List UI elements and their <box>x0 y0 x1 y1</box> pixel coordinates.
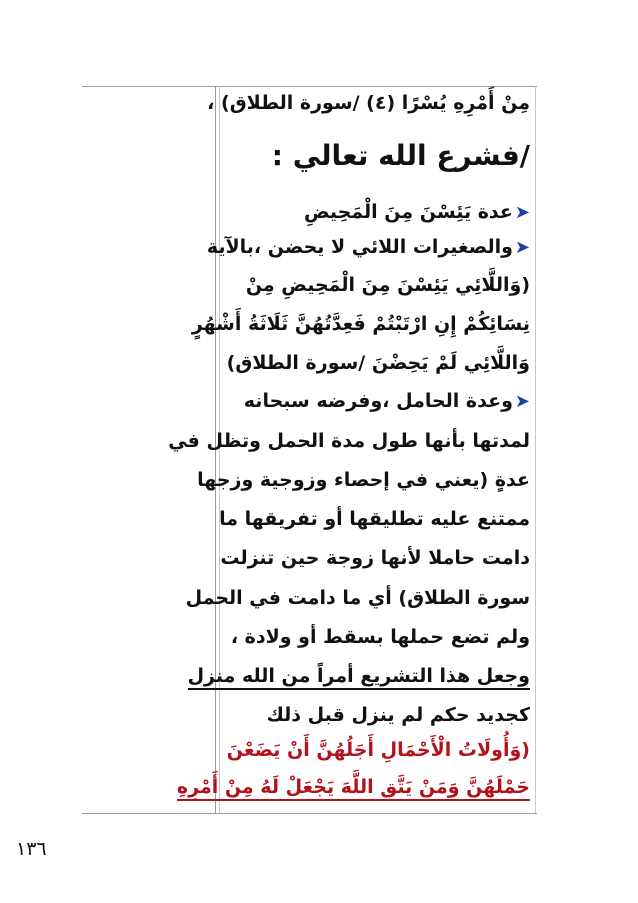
text-line-7 <box>224 354 530 373</box>
text-line-14 <box>224 628 530 647</box>
line-text: وجعل هذا التشريع أمراً من الله منزل <box>188 665 530 690</box>
text-line-4 <box>206 236 530 258</box>
line-text: وعدة الحامل ،وفرضه سبحانه <box>243 390 513 412</box>
section-heading <box>224 139 530 172</box>
line-text: وَاللَّائِي لَمْ يَحِضْنَ /سورة الطلاق) <box>226 352 530 374</box>
arrow-bullet-icon: ➤ <box>514 391 530 412</box>
text-line-6 <box>191 313 530 335</box>
text-line-5 <box>224 276 530 295</box>
text-line-12 <box>220 547 530 569</box>
text-body <box>168 86 536 813</box>
quran-verse-line-2 <box>176 776 530 798</box>
page-number: ١٣٦ <box>16 838 47 860</box>
quran-verse-line-1 <box>224 741 530 760</box>
text-line-15 <box>187 665 530 687</box>
text-line-3 <box>224 203 530 222</box>
line-text: (وَاللَّائِي يَئِسْنَ مِنَ الْمَحِيضِ مِنْ <box>245 274 530 296</box>
text-line-9 <box>168 430 530 452</box>
line-text: لمدتها بأنها طول مدة الحمل وتظل في <box>168 430 530 452</box>
text-line-8 <box>224 392 530 411</box>
line-text: ممتنع عليه تطليقها أو تفريقها ما <box>219 508 530 530</box>
text-line-16 <box>224 706 530 725</box>
text-line-11 <box>219 508 530 530</box>
line-text: حَمْلَهُنَّ وَمَنْ يَتَّقِ اللَّهَ يَجْعَلْ لَهُ مِنْ أَمْرِهِ <box>177 776 530 801</box>
line-text: ولم تضع حملها بسقط أو ولادة ، <box>230 626 530 648</box>
line-text: مِنْ أَمْرِهِ يُسْرًا (٤) /سورة الطلاق) ، <box>207 92 530 114</box>
line-text: نِسَائِكُمْ إِنِ ارْتَبْتُمْ فَعِدَّتُهُنَّ ثَلَاثَةُ أَشْهُرٍ <box>191 313 530 335</box>
line-text: عدةٍ (يعني في إحصاء وزوجية وزجها <box>197 469 530 491</box>
text-line-1 <box>207 92 530 114</box>
line-text: دامت حاملا لأنها زوجة حين تنزلت <box>220 547 530 569</box>
line-text: عدة يَئِسْنَ مِنَ الْمَحِيضِ <box>303 201 513 223</box>
arrow-bullet-icon: ➤ <box>514 237 530 258</box>
bottom-rule <box>82 813 537 814</box>
line-text: كجديد حكم لم ينزل قبل ذلك <box>266 704 530 726</box>
text-line-10 <box>197 469 530 491</box>
line-text: والصغيرات اللائي لا يحضن ،بالآية <box>206 236 513 258</box>
line-text: (وَأُولَاتُ الْأَحْمَالِ أَجَلُهُنَّ أَنْ يَضَعْنَ <box>226 739 530 761</box>
heading-text: /فشرع الله تعالي : <box>271 139 530 172</box>
arrow-bullet-icon: ➤ <box>514 202 530 223</box>
text-line-13 <box>185 587 530 609</box>
line-text: سورة الطلاق) أي ما دامت في الحمل <box>185 587 530 609</box>
